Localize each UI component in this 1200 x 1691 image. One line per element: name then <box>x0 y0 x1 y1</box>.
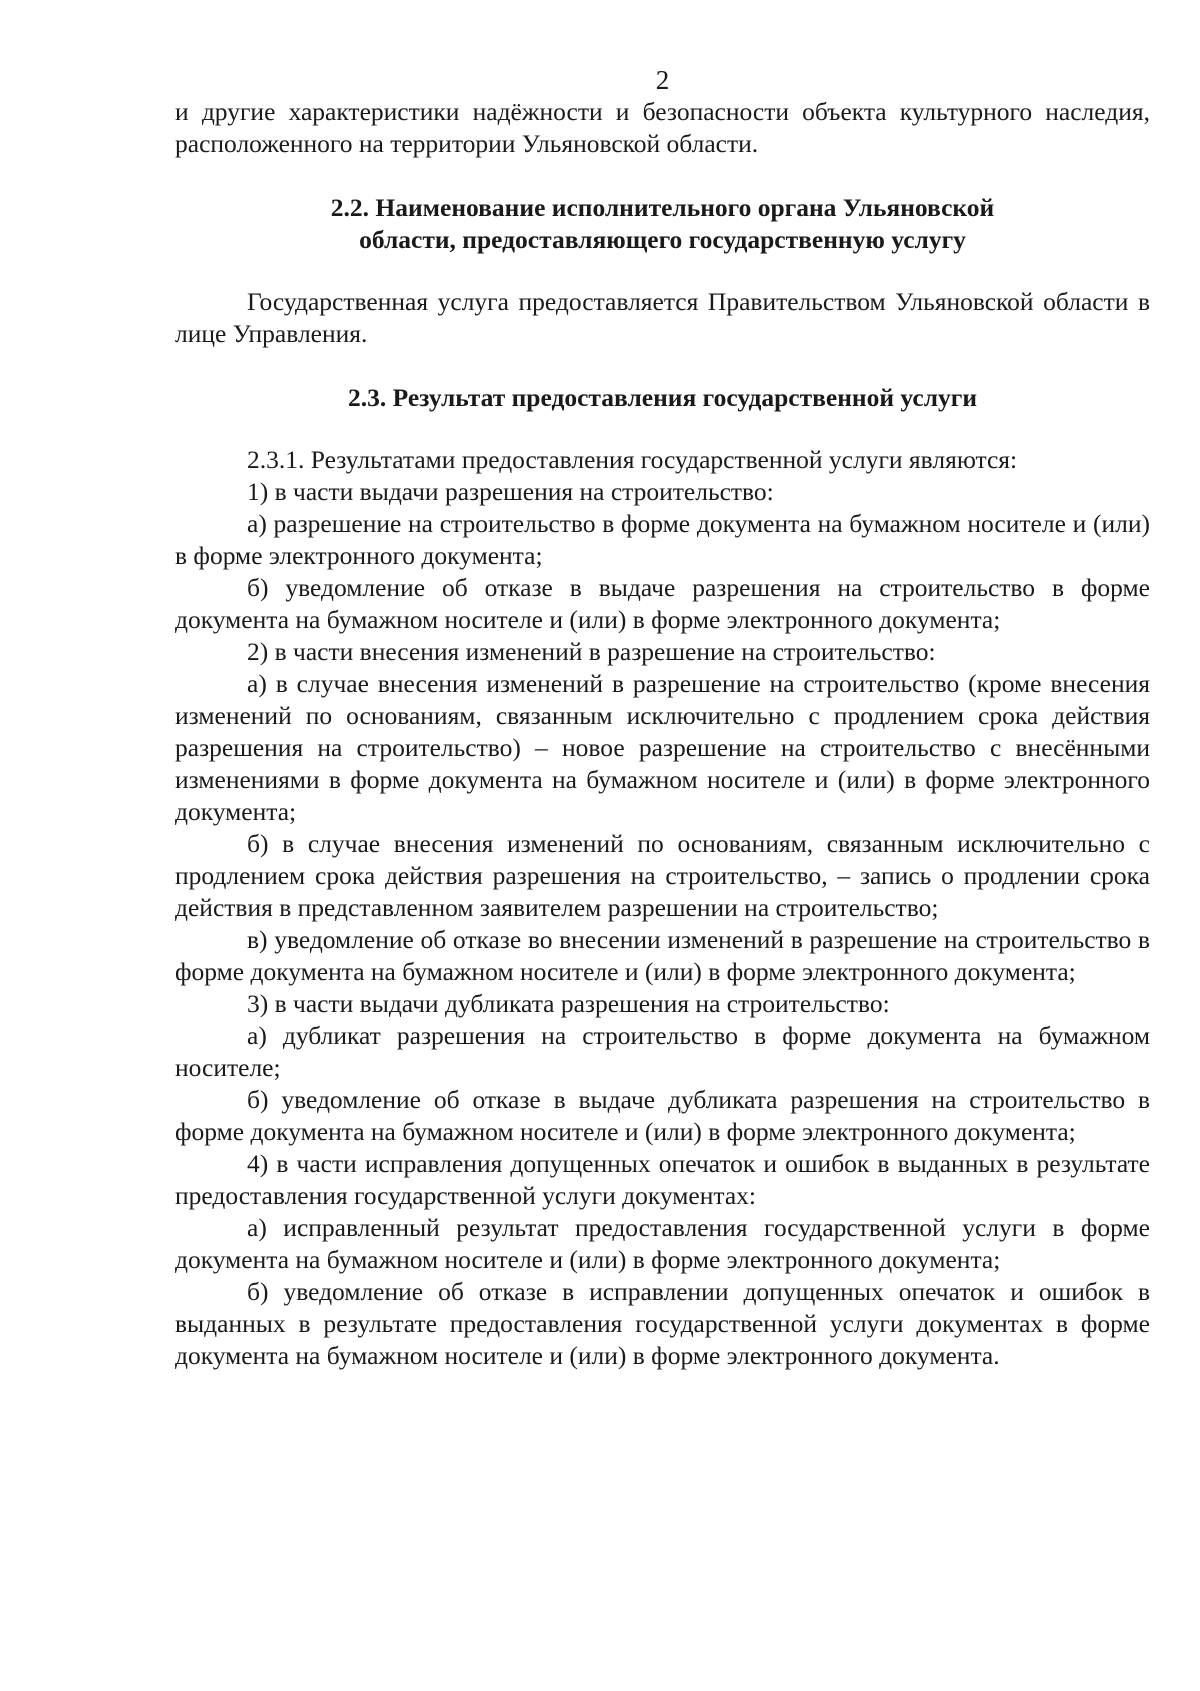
intro-paragraph: и другие характеристики надёжности и безопасности объекта культурного наследия, расположенного на территории Ульяновской области. <box>175 97 1150 158</box>
list-item: б) в случае внесения изменений по основаниям, связанным исключительно с продлением срока действия разрешения на строительство, – запись о продлении срока действия в представленном заявителем разрешении на строительство; <box>175 829 1150 922</box>
section-2-2-paragraph: Государственная услуга предоставляется Правительством Ульяновской области в лице Управления. <box>175 287 1150 348</box>
list-item: 2.3.1. Результатами предоставления государственной услуги являются: <box>247 445 1018 474</box>
list-item: б) уведомление об отказе в исправлении допущенных опечаток и ошибок в выданных в результате предоставления государственной услуги документах в форме документа на бумажном носителе и (или) в форме электронного документа. <box>175 1277 1150 1370</box>
list-item: 4) в части исправления допущенных опечаток и ошибок в выданных в результате предоставления государственной услуги документах: <box>175 1149 1150 1210</box>
section-2-2-heading <box>175 192 1150 256</box>
list-item: а) разрешение на строительство в форме документа на бумажном носителе и (или) в форме электронного документа; <box>175 509 1150 570</box>
list-item: б) уведомление об отказе в выдаче дубликата разрешения на строительство в форме документа на бумажном носителе и (или) в форме электронного документа; <box>175 1085 1150 1146</box>
section-2-3-heading: 2.3. Результат предоставления государственной услуги <box>347 383 978 412</box>
list-item: 2) в части внесения изменений в разрешение на строительство: <box>247 637 936 666</box>
list-item: в) уведомление об отказе во внесении изменений в разрешение на строительство в форме документа на бумажном носителе и (или) в форме электронного документа; <box>175 925 1150 986</box>
list-item: а) исправленный результат предоставления государственной услуги в форме документа на бумажном носителе и (или) в форме электронного документа; <box>175 1213 1150 1274</box>
section-2-2-heading-line2: области, предоставляющего государственную услугу <box>359 225 966 254</box>
list-item: б) уведомление об отказе в выдаче разрешения на строительство в форме документа на бумажном носителе и (или) в форме электронного документа; <box>175 573 1150 634</box>
list-item: а) в случае внесения изменений в разрешение на строительство (кроме внесения изменений по основаниям, связанным исключительно с продлением срока действия разрешения на строительство) – новое разрешение на строительство с внесёнными изменениями в форме документа на бумажном носителе и (или) в форме электронного документа; <box>175 669 1150 826</box>
list-item: а) дубликат разрешения на строительство в форме документа на бумажном носителе; <box>175 1021 1150 1082</box>
section-2-2-heading-line1: 2.2. Наименование исполнительного органа Ульяновской <box>330 193 995 222</box>
document-page <box>175 60 1150 1372</box>
list-item: 3) в части выдачи дубликата разрешения на строительство: <box>247 989 890 1018</box>
list-item: 1) в части выдачи разрешения на строительство: <box>247 477 774 506</box>
section-2-3-body <box>175 444 1150 1372</box>
page-number: 2 <box>655 65 670 95</box>
